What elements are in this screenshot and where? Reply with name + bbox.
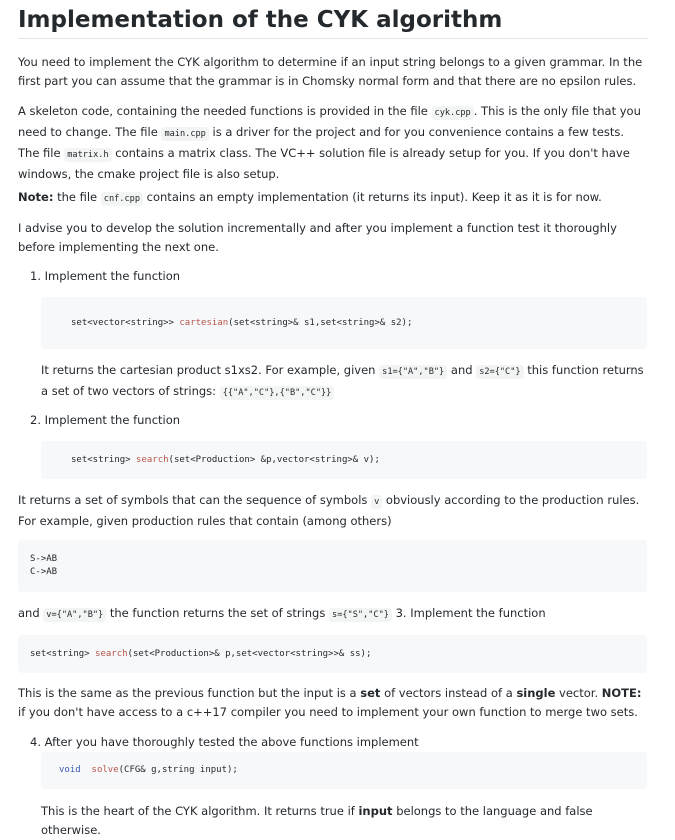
step1-heading: 1. Implement the function [30,269,181,283]
file-cyk-cpp: cyk.cpp [432,106,474,120]
step2-code-block: set<string> search(set<Production> &p,vector<string>& v); [41,441,647,479]
step3-code-block: set<string> search(set<Production>& p,set<vector<string>>& ss); [18,635,647,673]
step2-result: and v={"A","B"} the function returns the set of strings s={"S","C"} 3. Implement the function [18,606,546,620]
skeleton-paragraph: A skeleton code, containing the needed functions is provided in the file cyk.cpp . This is the only file that you need to change. The file main.cpp is a driver for the project and for you convenience contains a few tests. The file matrix.h contains a matrix class. The VC++ solution file is already setup for you. If you don't have windows, the cmake project file is also setup. [18,104,641,181]
step1-code-block: set<vector<string>> cartesian(set<string>& s1,set<string>& s2); [41,297,647,349]
file-cnf-cpp: cnf.cpp [101,192,143,206]
step2-description: It returns a set of symbols that can the sequence of symbols v obviously according to the production rules. For example, given production rules that contain (among others) [18,493,640,528]
intro-paragraph: You need to implement the CYK algorithm to determine if an input string belongs to a given grammar. In the first part you can assume that the grammar is in Chomsky normal form and that there are no epsilon rules. [18,55,643,88]
document [18,0,648,837]
file-matrix-h: matrix.h [64,148,111,162]
advise-paragraph: I advise you to develop the solution incrementally and after you implement a function test it thoroughly before implementing the next one. [18,221,617,254]
note-paragraph: Note: the file cnf.cpp contains an empty implementation (it returns its input). Keep it as it is for now. [18,190,602,204]
step2-heading: 2. Implement the function [30,413,181,427]
step3-description: This is the same as the previous function but the input is a set of vectors instead of a single vector. NOTE: if you don't have access to a c++17 compiler you need to implement your own function to merge two sets. [18,686,642,719]
step1-description: It returns the cartesian product s1xs2. For example, given s1={"A","B"} and s2={"C"} this function returns a set of two vectors of strings: {{"A","C"},{"B","C"}} [41,363,644,398]
file-main-cpp: main.cpp [161,127,208,141]
step4-code-block: void solve(CFG& g,string input); [41,752,647,789]
step4-description: This is the heart of the CYK algorithm. It returns true if input belongs to the language and false otherwise. [41,804,593,837]
production-rules-code: S->AB C->AB [18,540,647,592]
step4-heading: 4. After you have thoroughly tested the above functions implement [30,735,419,749]
page-title: Implementation of the CYK algorithm [18,0,648,39]
